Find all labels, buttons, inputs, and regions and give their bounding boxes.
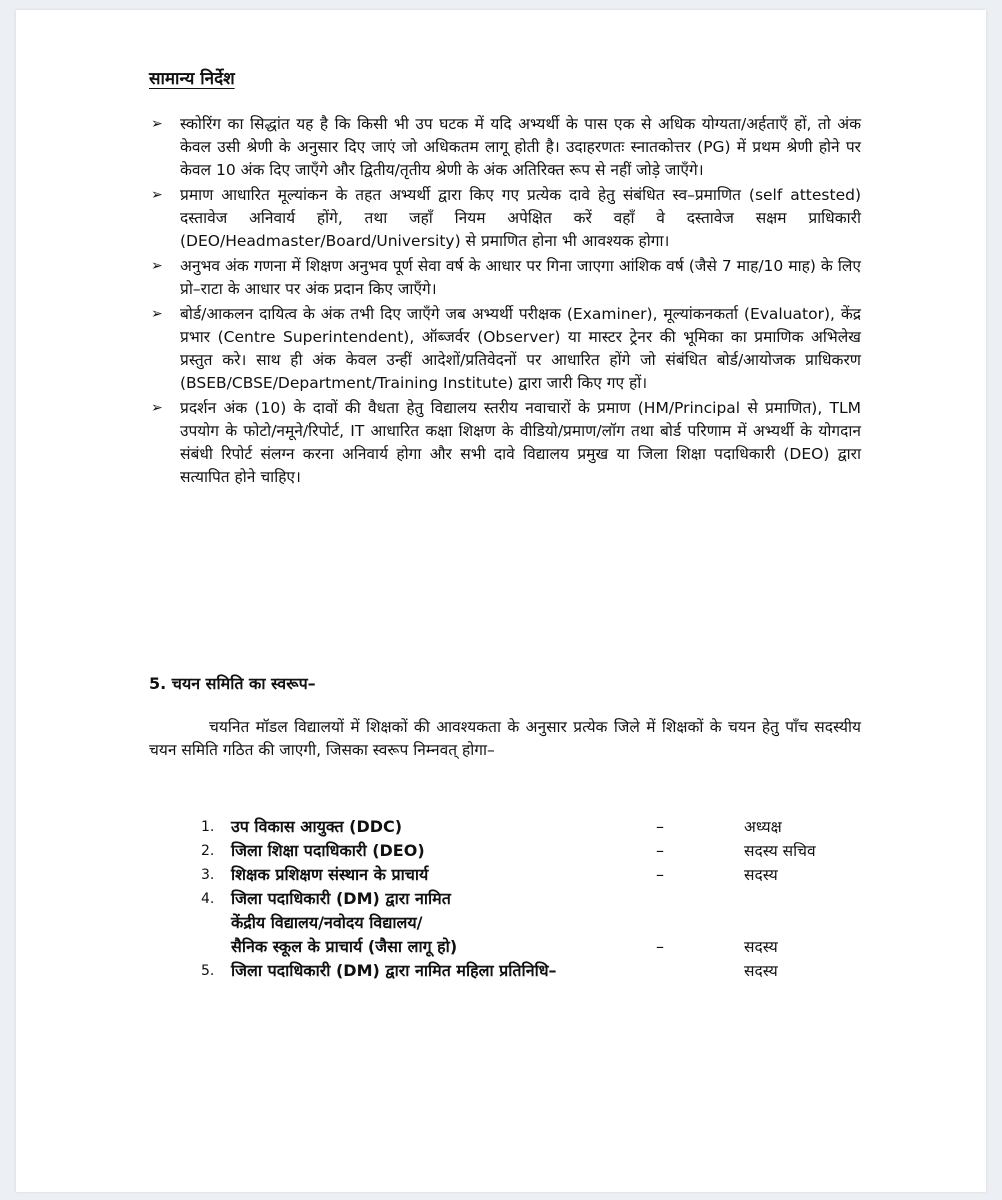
member-role: सदस्य सचिव	[744, 842, 816, 860]
instruction-item	[149, 113, 861, 182]
member-designation-line: शिक्षक प्रशिक्षण संस्थान के प्राचार्य	[231, 865, 429, 884]
member-dash: –	[656, 841, 664, 860]
arrow-bullet-icon: ➢	[151, 258, 163, 274]
member-designation-line: जिला पदाधिकारी (DM) द्वारा नामित	[231, 889, 451, 908]
instruction-text: अनुभव अंक गणना में शिक्षण अनुभव पूर्ण सेवा वर्ष के आधार पर गिना जाएगा आंशिक वर्ष (जैसे 7 माह/10 माह) के लिए प्रो–राटा के आधार पर अंक प्रदान किए जाएँगे।	[180, 257, 861, 298]
member-designation-line: सैनिक स्कूल के प्राचार्य (जैसा लागू हो)	[231, 937, 458, 956]
member-number: 2.	[201, 843, 215, 859]
member-designation-line: जिला शिक्षा पदाधिकारी (DEO)	[231, 841, 425, 860]
member-number: 1.	[201, 819, 215, 835]
selection-committee-intro: चयनित मॉडल विद्यालयों में शिक्षकों की आवश्यकता के अनुसार प्रत्येक जिले में शिक्षकों के चयन हेतु पाँच सदस्यीय चयन समिति गठित की जाएगी, जिसका स्वरूप निम्नवत् होगा–	[149, 718, 861, 759]
member-role: सदस्य	[744, 962, 778, 980]
member-designation	[231, 887, 661, 959]
member-number: 4.	[201, 891, 215, 907]
document-page	[16, 10, 986, 1192]
instruction-text: प्रमाण आधारित मूल्यांकन के तहत अभ्यर्थी द्वारा किए गए प्रत्येक दावे हेतु संबंधित स्व–प्रमाणित (self attested) दस्तावेज अनिवार्य होंगे, तथा जहाँ नियम अपेक्षित करें वहाँ वे दस्तावेज सक्षम प्राधिकारी (DEO/Headmaster/Board/University) से प्रमाणित होना भी आवश्यक होगा।	[180, 186, 861, 250]
arrow-bullet-icon: ➢	[151, 116, 163, 132]
member-role: सदस्य	[744, 938, 778, 956]
member-role: सदस्य	[744, 866, 778, 884]
arrow-bullet-icon: ➢	[151, 400, 163, 416]
instructions-list	[149, 113, 861, 491]
committee-member-3	[201, 863, 901, 887]
arrow-bullet-icon: ➢	[151, 306, 163, 322]
member-number: 5.	[201, 963, 215, 979]
member-number: 3.	[201, 867, 215, 883]
instruction-item	[149, 184, 861, 253]
member-dash: –	[656, 865, 664, 884]
member-designation	[231, 959, 661, 983]
member-role: अध्यक्ष	[744, 818, 782, 836]
instruction-text: प्रदर्शन अंक (10) के दावों की वैधता हेतु विद्यालय स्तरीय नवाचारों के प्रमाण (HM/Principal से प्रमाणित), TLM उपयोग के फोटो/नमूने/रिपोर्ट, IT आधारित कक्षा शिक्षण के वीडियो/प्रमाण/लॉग तथा बोर्ड परिणाम में अभ्यर्थी के योगदान संबंधी रिपोर्ट संलग्न करना अनिवार्य होगा और सभी दावे विद्यालय प्रमुख या जिला शिक्षा पदाधिकारी (DEO) द्वारा सत्यापित होने चाहिए।	[180, 399, 861, 486]
instruction-item	[149, 397, 861, 489]
arrow-bullet-icon: ➢	[151, 187, 163, 203]
member-designation	[231, 815, 661, 839]
member-dash: –	[656, 817, 664, 836]
member-designation-line: उप विकास आयुक्त (DDC)	[231, 817, 403, 836]
member-designation	[231, 839, 661, 863]
member-dash: –	[656, 937, 664, 956]
instruction-text: बोर्ड/आकलन दायित्व के अंक तभी दिए जाएँगे जब अभ्यर्थी परीक्षक (Examiner), मूल्यांकनकर्ता (Evaluator), केंद्र प्रभार (Centre Superintendent), ऑब्जर्वर (Observer) या मास्टर ट्रेनर की भूमिका का प्रमाणिक अभिलेख प्रस्तुत करे। साथ ही अंक केवल उन्हीं आदेशों/प्रतिवेदनों पर आधारित होंगे जो संबंधित बोर्ड/आयोजक प्राधिकरण (BSEB/CBSE/Department/Training Institute) द्वारा जारी किए गए हों।	[180, 305, 861, 392]
member-designation-line: केंद्रीय विद्यालय/नवोदय विद्यालय/	[231, 913, 423, 932]
committee-members-list	[201, 815, 901, 983]
instruction-item	[149, 255, 861, 301]
member-designation-line: जिला पदाधिकारी (DM) द्वारा नामित महिला प्रतिनिधि–	[231, 961, 557, 980]
committee-member-1	[201, 815, 901, 839]
instruction-text: स्कोरिंग का सिद्धांत यह है कि किसी भी उप घटक में यदि अभ्यर्थी के पास एक से अधिक योग्यता/अर्हताएँ हों, तो अंक केवल उसी श्रेणी के अनुसार दिए जाएं जो अधिकतम लागू होती है। उदाहरणतः स्नातकोत्तर (PG) में प्रथम श्रेणी होने पर केवल 10 अंक दिए जाएँगे और द्वितीय/तृतीय श्रेणी के अंक अतिरिक्त रूप से नहीं जोड़े जाएँगे।	[180, 115, 861, 179]
general-instructions-heading: सामान्य निर्देश	[149, 69, 235, 89]
member-designation	[231, 863, 661, 887]
committee-member-4	[201, 887, 901, 959]
committee-member-2	[201, 839, 901, 863]
committee-member-5	[201, 959, 901, 983]
instruction-item	[149, 303, 861, 395]
selection-committee-title: 5. चयन समिति का स्वरूप–	[149, 674, 316, 693]
